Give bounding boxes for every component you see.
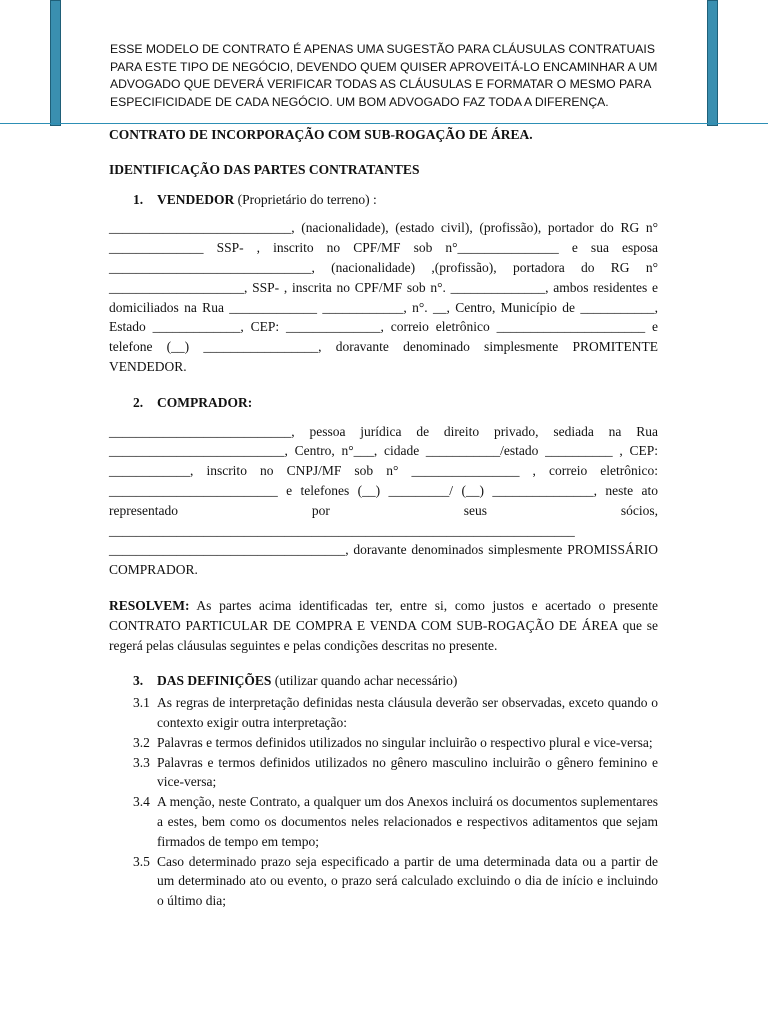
buyer-paragraph: ___________________________, pessoa jurídica de direito privado, sediada na Rua __________________________, Centro, n°___, cidade ___________/estado __________ , CEP: ____________, inscrito no CNPJ/MF sob n° ________________ , correio eletrônico: _________________________ e telefones (__) _________/ (__) _______________, neste ato representado por seus sócios, _____________________________________________________________________ ___________________________________, doravante denominados simplesmente PROMISSÁRIO COMPRADOR. xyxy=(109,423,658,578)
item-text: A menção, neste Contrato, a qualquer um dos Anexos incluirá os documentos suplementares a estes, bem como os documentos neles relacionados e respectivos aditamentos que sejam firmados de tempo em tempo; xyxy=(157,794,658,849)
parties-heading: IDENTIFICAÇÃO DAS PARTES CONTRATANTES xyxy=(109,161,420,177)
item-text: Palavras e termos definidos utilizados no singular incluirão o respectivo plural e vice-versa; xyxy=(157,734,653,750)
item-text: Palavras e termos definidos utilizados no gênero masculino incluirão o gênero feminino e vice-versa; xyxy=(157,754,658,790)
item-number: 3.2 xyxy=(133,734,150,750)
definitions-number: 3. xyxy=(133,673,144,689)
definitions-list xyxy=(109,693,658,911)
list-item xyxy=(109,733,658,753)
item-number: 3.3 xyxy=(133,754,150,770)
item-number: 3.5 xyxy=(133,853,150,869)
seller-paragraph: ___________________________, (nacionalidade), (estado civil), (profissão), portador do RG n° ______________ SSP- , inscrito no CPF/MF sob n°_______________ e sua esposa ______________________________, (nacionalidade) ,(profissão), portadora do RG n° ____________________, SSP- , inscrita no CPF/MF sob n°. ______________, ambos residentes e domiciliados na Rua _____________ ____________, n°. __, Centro, Município de ___________, Estado _____________, CEP: ______________, correio eletrônico ______________________ e telefone (__) _________________, doravante denominado simplesmente PROMITENTE VENDEDOR. xyxy=(109,220,658,374)
definitions-heading xyxy=(109,671,658,691)
seller-heading xyxy=(109,190,658,210)
list-item xyxy=(109,753,658,793)
resolvem-text: As partes acima identificadas ter, entre si, como justos e acertado o presente CONTRATO PARTICULAR DE COMPRA E VENDA COM SUB-ROGAÇÃO DE ÁREA que se regerá pelas cláusulas seguintes e pelas condições descritas no presente. xyxy=(109,597,658,653)
definitions-note: (utilizar quando achar necessário) xyxy=(271,673,458,689)
seller-label: VENDEDOR xyxy=(157,191,235,207)
item-text: As regras de interpretação definidas nesta cláusula deverão ser observadas, exceto quando o contexto exigir outra interpretação: xyxy=(157,695,658,730)
list-item xyxy=(109,852,658,911)
header-divider xyxy=(0,123,768,124)
item-number: 3.4 xyxy=(133,794,150,810)
list-item xyxy=(109,693,658,733)
seller-note: (Proprietário do terreno) : xyxy=(234,191,377,207)
item-text: Caso determinado prazo seja especificado a partir de uma determinada data ou a partir de um determinado ato ou evento, o prazo será calculado excluindo o dia de início e incluindo o último dia; xyxy=(157,853,658,909)
disclaimer-header: ESSE MODELO DE CONTRATO É APENAS UMA SUGESTÃO PARA CLÁUSULAS CONTRATUAIS PARA ESTE TIPO DE NEGÓCIO, DEVENDO QUEM QUISER APROVEITÁ-LO ENCAMINHAR A UM ADVOGADO QUE DEVERÁ VERIFICAR TODAS AS CLÁUSULAS E FORMATAR O MESMO PARA ESPECIFICIDADE DE CADA NEGÓCIO. UM BOM ADVOGADO FAZ TODA A DIFERENÇA. xyxy=(110,42,658,109)
buyer-label: COMPRADOR: xyxy=(157,394,253,410)
list-item xyxy=(109,792,658,851)
definitions-label: DAS DEFINIÇÕES xyxy=(157,673,272,689)
left-accent-bar xyxy=(50,0,61,126)
seller-number: 1. xyxy=(133,191,144,207)
item-number: 3.1 xyxy=(133,695,150,711)
right-accent-bar xyxy=(707,0,718,126)
resolvem-paragraph xyxy=(109,596,658,655)
buyer-heading xyxy=(109,393,658,413)
contract-title: CONTRATO DE INCORPORAÇÃO COM SUB-ROGAÇÃO DE ÁREA. xyxy=(109,127,533,142)
buyer-number: 2. xyxy=(133,394,144,410)
contract-body xyxy=(109,125,658,911)
resolvem-label: RESOLVEM: xyxy=(109,597,190,613)
